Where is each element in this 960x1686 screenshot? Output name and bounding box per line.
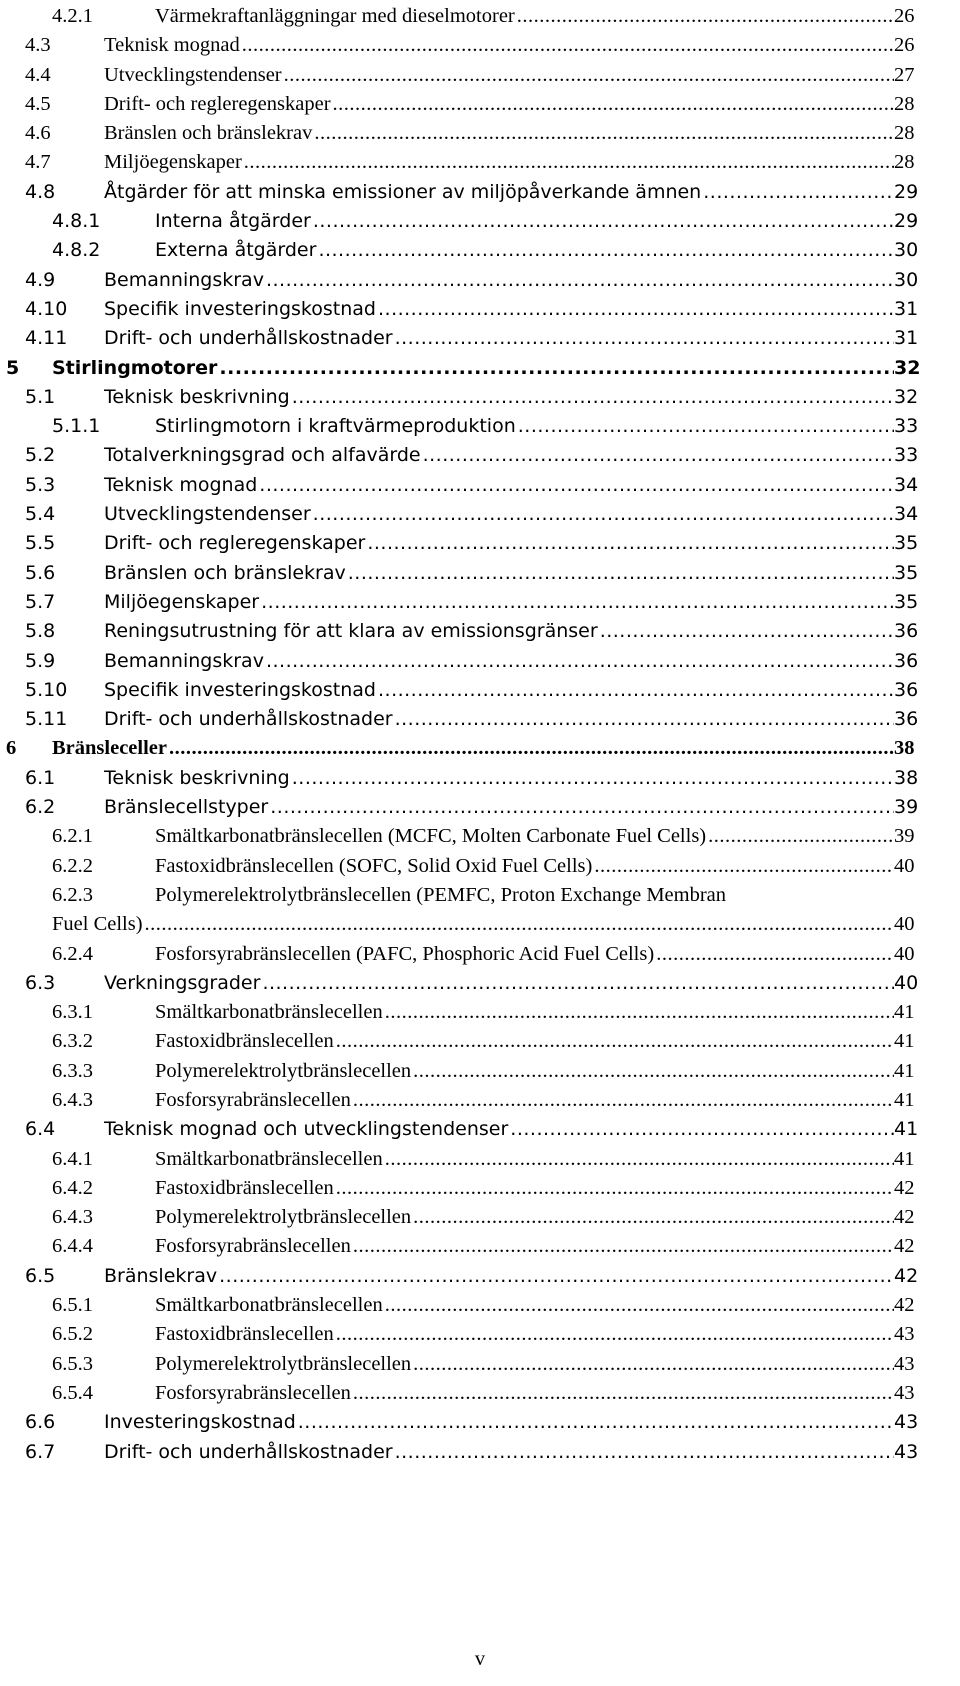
toc-entry-number: 6 xyxy=(6,737,17,760)
toc-dot-leader xyxy=(353,1232,894,1261)
toc-entry[interactable] xyxy=(0,383,960,412)
toc-entry[interactable] xyxy=(0,1320,960,1349)
toc-entry-title: Teknisk beskrivning xyxy=(104,385,290,408)
toc-entry-title-wrap xyxy=(104,441,894,470)
toc-entry-title: Bemanningskrav xyxy=(104,649,264,672)
toc-dot-leader xyxy=(353,1086,894,1115)
toc-entry-number: 4.8 xyxy=(25,180,56,203)
toc-entry-number: 6.2.4 xyxy=(52,942,93,965)
toc-entry-title: Bränslen och bränslekrav xyxy=(104,561,346,584)
toc-entry-page: 28 xyxy=(894,122,915,145)
toc-entry-number: 6.4.3 xyxy=(52,1206,93,1229)
toc-entry-title-wrap xyxy=(155,998,894,1027)
toc-entry-title-wrap xyxy=(155,1027,894,1056)
toc-entry[interactable] xyxy=(0,148,960,177)
toc-entry-title: Fastoxidbränslecellen (SOFC, Solid Oxid Fuel Cells) xyxy=(155,854,593,877)
toc-dot-leader xyxy=(594,852,894,881)
toc-dot-leader xyxy=(518,412,894,441)
toc-entry-title-wrap xyxy=(104,471,894,500)
toc-entry-title-wrap xyxy=(104,324,894,353)
toc-entry-page: 41 xyxy=(894,1059,915,1082)
toc-dot-leader xyxy=(413,1057,894,1086)
toc-entry-page: 30 xyxy=(894,268,919,291)
toc-entry-title-wrap xyxy=(104,969,894,998)
toc-dot-leader xyxy=(242,31,894,60)
toc-entry-page: 28 xyxy=(894,151,915,174)
toc-entry-number: 6.4 xyxy=(25,1118,56,1141)
toc-entry-title: Bränslen och bränslekrav xyxy=(104,122,313,145)
toc-entry[interactable] xyxy=(0,207,960,236)
toc-entry-title-wrap xyxy=(104,1408,894,1437)
toc-entry-page: 41 xyxy=(894,1088,915,1111)
toc-entry-title-wrap xyxy=(52,734,894,763)
toc-entry-number: 4.6 xyxy=(25,122,51,145)
toc-entry-title: Polymerelektrolytbränslecellen xyxy=(155,1206,412,1229)
toc-dot-leader xyxy=(284,61,894,90)
toc-entry-title: Fastoxidbränslecellen xyxy=(155,1323,334,1346)
toc-entry[interactable] xyxy=(0,1379,960,1408)
toc-entry-title: Fuel Cells) xyxy=(52,913,143,936)
toc-entry-page: 39 xyxy=(894,825,915,848)
toc-entry[interactable] xyxy=(0,236,960,265)
toc-dot-leader xyxy=(336,1320,894,1349)
toc-entry-title-wrap xyxy=(104,617,894,646)
toc-dot-leader xyxy=(367,529,894,558)
toc-entry-number: 6.3.2 xyxy=(52,1030,93,1053)
toc-entry[interactable] xyxy=(0,529,960,558)
toc-entry-page: 27 xyxy=(894,63,915,86)
toc-entry-page: 36 xyxy=(894,678,919,701)
toc-entry[interactable] xyxy=(0,119,960,148)
toc-entry-title-wrap xyxy=(155,881,894,910)
toc-entry-title-wrap xyxy=(104,793,894,822)
toc-entry[interactable] xyxy=(0,324,960,353)
toc-entry-title-wrap xyxy=(104,676,894,705)
toc-entry-page: 36 xyxy=(894,649,919,672)
toc-dot-leader xyxy=(395,705,894,734)
toc-entry-number: 6.4.4 xyxy=(52,1235,93,1258)
toc-entry[interactable] xyxy=(0,1057,960,1086)
toc-entry-page: 38 xyxy=(894,737,915,760)
toc-entry-title: Fosforsyrabränslecellen xyxy=(155,1088,351,1111)
toc-entry-title-wrap xyxy=(104,647,894,676)
toc-dot-leader xyxy=(656,940,894,969)
toc-entry-title-wrap xyxy=(104,90,894,119)
toc-entry-page: 33 xyxy=(894,415,919,438)
toc-dot-leader xyxy=(600,617,894,646)
toc-entry-page: 36 xyxy=(894,620,919,643)
toc-entry-page: 38 xyxy=(894,766,919,789)
toc-entry-title: Specifik investeringskostnad xyxy=(104,297,376,320)
toc-entry-title: Teknisk mognad xyxy=(104,34,240,57)
toc-entry-title-wrap xyxy=(52,354,894,383)
toc-entry[interactable] xyxy=(0,910,960,939)
toc-entry-page: 43 xyxy=(894,1352,915,1375)
toc-entry-title: Teknisk beskrivning xyxy=(104,766,290,789)
toc-entry-number: 4.4 xyxy=(25,63,51,86)
toc-entry[interactable] xyxy=(0,822,960,851)
toc-entry-title: Totalverkningsgrad och alfavärde xyxy=(104,444,421,467)
toc-entry-title: Polymerelektrolytbränslecellen xyxy=(155,1059,412,1082)
toc-entry-number: 5.1.1 xyxy=(52,415,101,438)
toc-entry-title-wrap xyxy=(155,940,894,969)
toc-entry[interactable] xyxy=(0,295,960,324)
toc-dot-leader xyxy=(703,178,894,207)
toc-entry-number: 5.11 xyxy=(25,708,68,731)
toc-entry-number: 6.4.2 xyxy=(52,1176,93,1199)
toc-entry[interactable] xyxy=(0,90,960,119)
toc-entry-page: 35 xyxy=(894,532,919,555)
toc-entry-title: Externa åtgärder xyxy=(155,239,317,262)
toc-entry-title: Miljöegenskaper xyxy=(104,151,242,174)
toc-entry-page: 32 xyxy=(894,385,919,408)
toc-entry-title-wrap xyxy=(155,1203,894,1232)
toc-entry-title: Drift- och underhållskostnader xyxy=(104,708,393,731)
toc-dot-leader xyxy=(336,1174,894,1203)
toc-entry-page: 40 xyxy=(894,913,915,936)
toc-entry-number: 4.10 xyxy=(25,297,68,320)
toc-entry[interactable] xyxy=(0,61,960,90)
toc-entry-number: 6.7 xyxy=(25,1440,56,1463)
toc-entry-number: 4.2.1 xyxy=(52,5,93,27)
toc-entry-page: 34 xyxy=(894,473,919,496)
toc-entry-title: Fastoxidbränslecellen xyxy=(155,1176,334,1199)
toc-dot-leader xyxy=(261,588,894,617)
toc-entry-page: 36 xyxy=(894,708,919,731)
toc-entry[interactable] xyxy=(0,881,960,910)
toc-dot-leader xyxy=(385,998,894,1027)
toc-entry-number: 5.4 xyxy=(25,503,56,526)
toc-entry[interactable] xyxy=(0,500,960,529)
toc-entry[interactable] xyxy=(0,354,960,383)
toc-entry[interactable] xyxy=(0,559,960,588)
toc-entry-title-wrap xyxy=(155,2,894,31)
toc-entry-number: 5.7 xyxy=(25,590,56,613)
toc-dot-leader xyxy=(510,1115,894,1144)
toc-dot-leader xyxy=(385,1291,894,1320)
toc-entry-number: 5.2 xyxy=(25,444,56,467)
toc-entry[interactable] xyxy=(0,969,960,998)
toc-entry[interactable] xyxy=(0,676,960,705)
toc-entry-page: 26 xyxy=(894,5,915,27)
toc-entry[interactable] xyxy=(0,1291,960,1320)
toc-dot-leader xyxy=(333,90,894,119)
toc-entry-title-wrap xyxy=(104,1115,894,1144)
toc-entry-page: 35 xyxy=(894,590,919,613)
toc-entry-page: 28 xyxy=(894,92,915,115)
toc-entry-number: 5.1 xyxy=(25,385,56,408)
toc-entry-number: 5 xyxy=(6,356,20,379)
toc-entry[interactable] xyxy=(0,998,960,1027)
toc-entry-title-wrap xyxy=(155,1145,894,1174)
toc-entry-title-wrap xyxy=(104,295,894,324)
toc-entry-page: 41 xyxy=(894,1030,915,1053)
toc-entry-number: 5.9 xyxy=(25,649,56,672)
toc-entry-title: Åtgärder för att minska emissioner av miljöpåverkande ämnen xyxy=(104,180,702,203)
toc-entry[interactable] xyxy=(0,266,960,295)
toc-entry[interactable] xyxy=(0,1262,960,1291)
toc-entry-title: Smältkarbonatbränslecellen (MCFC, Molten Carbonate Fuel Cells) xyxy=(155,825,707,848)
toc-entry-page: 34 xyxy=(894,503,919,526)
toc-dot-leader xyxy=(336,1027,894,1056)
toc-dot-leader xyxy=(292,764,894,793)
toc-entry-title-wrap xyxy=(104,1262,894,1291)
toc-entry-page: 42 xyxy=(894,1294,915,1317)
toc-dot-leader xyxy=(353,1379,894,1408)
toc-entry[interactable] xyxy=(0,1145,960,1174)
toc-entry-number: 5.6 xyxy=(25,561,56,584)
toc-entry-title: Reningsutrustning för att klara av emissionsgränser xyxy=(104,620,598,643)
toc-dot-leader xyxy=(378,676,894,705)
toc-entry-page: 42 xyxy=(894,1264,919,1287)
toc-entry-title-wrap xyxy=(104,588,894,617)
page-number: v xyxy=(474,1648,486,1670)
toc-entry-page: 40 xyxy=(894,971,919,994)
toc-entry-title-wrap xyxy=(104,31,894,60)
toc-dot-leader xyxy=(423,441,894,470)
toc-entry-page: 43 xyxy=(894,1323,915,1346)
toc-entry-title-wrap xyxy=(155,822,894,851)
toc-entry[interactable] xyxy=(0,852,960,881)
toc-entry-title: Teknisk mognad och utvecklingstendenser xyxy=(104,1118,509,1141)
toc-entry-title: Smältkarbonatbränslecellen xyxy=(155,1001,383,1024)
toc-entry[interactable] xyxy=(0,1115,960,1144)
toc-entry-title: Fosforsyrabränslecellen (PAFC, Phosphoric Acid Fuel Cells) xyxy=(155,942,655,965)
toc-entry-number: 6.5.4 xyxy=(52,1381,93,1404)
toc-entry-title: Polymerelektrolytbränslecellen xyxy=(155,1352,412,1375)
toc-entry[interactable] xyxy=(0,1232,960,1261)
toc-entry-title: Utvecklingstendenser xyxy=(104,503,311,526)
toc-entry-number: 5.10 xyxy=(25,678,68,701)
toc-entry[interactable] xyxy=(0,1438,960,1467)
toc-dot-leader xyxy=(259,471,894,500)
toc-dot-leader xyxy=(219,354,894,383)
toc-entry-page: 32 xyxy=(894,356,921,379)
toc-entry-title: Fastoxidbränslecellen xyxy=(155,1030,334,1053)
toc-entry-page: 41 xyxy=(894,1147,915,1170)
toc-entry-page: 33 xyxy=(894,444,919,467)
toc-entry-number: 6.2 xyxy=(25,796,56,819)
toc-dot-leader xyxy=(318,236,894,265)
toc-dot-leader xyxy=(378,295,894,324)
toc-entry-number: 6.5.2 xyxy=(52,1323,93,1346)
toc-entry-title-wrap xyxy=(155,1057,894,1086)
toc-entry-title: Investeringskostnad xyxy=(104,1411,296,1434)
toc-entry-number: 4.7 xyxy=(25,151,51,174)
toc-dot-leader xyxy=(313,207,894,236)
toc-entry-number: 5.8 xyxy=(25,620,56,643)
toc-entry-title: Smältkarbonatbränslecellen xyxy=(155,1147,383,1170)
toc-entry-page: 31 xyxy=(894,297,919,320)
toc-entry[interactable] xyxy=(0,441,960,470)
toc-entry-title-wrap xyxy=(52,910,894,939)
toc-entry-page: 26 xyxy=(894,34,915,57)
toc-entry-title-wrap xyxy=(104,500,894,529)
toc-entry-title: Bränslekrav xyxy=(104,1264,218,1287)
toc-entry[interactable] xyxy=(0,1086,960,1115)
toc-entry-page: 31 xyxy=(894,327,919,350)
toc-entry[interactable] xyxy=(0,412,960,441)
toc-entry-title-wrap xyxy=(155,1320,894,1349)
toc-entry-title-wrap xyxy=(155,412,894,441)
toc-entry-page: 43 xyxy=(894,1440,919,1463)
toc-entry-title-wrap xyxy=(104,559,894,588)
toc-entry[interactable] xyxy=(0,1350,960,1379)
toc-dot-leader xyxy=(262,969,894,998)
toc-dot-leader xyxy=(244,148,894,177)
toc-entry-number: 6.5.1 xyxy=(52,1294,93,1317)
toc-entry-number: 4.3 xyxy=(25,34,51,57)
toc-entry-page: 42 xyxy=(894,1176,915,1199)
table-of-contents xyxy=(0,2,960,1467)
toc-entry[interactable] xyxy=(0,647,960,676)
toc-entry-number: 5.5 xyxy=(25,532,56,555)
toc-entry-number: 6.1 xyxy=(25,766,56,789)
toc-dot-leader xyxy=(314,119,894,148)
toc-entry-title: Drift- och regleregenskaper xyxy=(104,532,366,555)
toc-entry-title-wrap xyxy=(155,1174,894,1203)
toc-entry-page: 30 xyxy=(894,239,919,262)
toc-entry-title-wrap xyxy=(155,207,894,236)
toc-entry[interactable] xyxy=(0,588,960,617)
toc-entry[interactable] xyxy=(0,617,960,646)
toc-entry[interactable] xyxy=(0,705,960,734)
toc-entry-title: Stirlingmotorer xyxy=(52,356,218,379)
toc-entry-title-wrap xyxy=(155,1232,894,1261)
toc-entry-title: Drift- och regleregenskaper xyxy=(104,92,331,115)
toc-dot-leader xyxy=(266,266,894,295)
toc-entry[interactable] xyxy=(0,471,960,500)
toc-entry[interactable] xyxy=(0,2,960,31)
toc-entry[interactable] xyxy=(0,793,960,822)
toc-dot-leader xyxy=(413,1203,894,1232)
toc-dot-leader xyxy=(395,324,894,353)
toc-entry-number: 5.3 xyxy=(25,473,56,496)
toc-entry-number: 4.11 xyxy=(25,327,68,350)
toc-entry-title: Teknisk mognad xyxy=(104,473,258,496)
toc-entry-number: 6.2.2 xyxy=(52,854,93,877)
toc-entry-title: Utvecklingstendenser xyxy=(104,63,282,86)
toc-entry-title: Bränslecellstyper xyxy=(104,796,269,819)
toc-entry-title-wrap xyxy=(155,1086,894,1115)
toc-entry-number: 6.5 xyxy=(25,1264,56,1287)
toc-entry-title: Miljöegenskaper xyxy=(104,590,260,613)
toc-entry[interactable] xyxy=(0,31,960,60)
toc-entry-title-wrap xyxy=(104,383,894,412)
toc-entry-title: Drift- och underhållskostnader xyxy=(104,327,393,350)
toc-entry-number: 6.6 xyxy=(25,1411,56,1434)
toc-entry-title-wrap xyxy=(104,1438,894,1467)
toc-entry-title: Specifik investeringskostnad xyxy=(104,678,376,701)
toc-dot-leader xyxy=(385,1145,894,1174)
toc-entry-number: 6.3 xyxy=(25,971,56,994)
toc-entry-number: 6.3.1 xyxy=(52,1001,93,1024)
toc-entry-title-wrap xyxy=(104,266,894,295)
toc-entry-title-wrap xyxy=(155,1350,894,1379)
toc-entry[interactable] xyxy=(0,178,960,207)
toc-dot-leader xyxy=(348,559,894,588)
toc-entry-page: 29 xyxy=(894,180,919,203)
toc-entry-title-wrap xyxy=(104,178,894,207)
toc-entry-page: 41 xyxy=(894,1118,919,1141)
toc-entry-page: 39 xyxy=(894,796,919,819)
toc-entry-number: 6.4.3 xyxy=(52,1088,93,1111)
toc-entry[interactable] xyxy=(0,1203,960,1232)
toc-dot-leader xyxy=(169,734,894,763)
toc-entry-page: 29 xyxy=(894,210,919,233)
toc-entry[interactable] xyxy=(0,1174,960,1203)
toc-entry-page: 43 xyxy=(894,1381,915,1404)
toc-dot-leader xyxy=(313,500,894,529)
toc-entry-title-wrap xyxy=(155,1291,894,1320)
toc-dot-leader xyxy=(298,1408,894,1437)
toc-entry-title-wrap xyxy=(104,764,894,793)
toc-dot-leader xyxy=(395,1438,894,1467)
toc-entry-number: 4.8.1 xyxy=(52,210,101,233)
toc-entry-page: 42 xyxy=(894,1235,915,1258)
toc-entry-title-wrap xyxy=(155,236,894,265)
toc-entry-title: Drift- och underhållskostnader xyxy=(104,1440,393,1463)
toc-entry-page: 40 xyxy=(894,942,915,965)
toc-entry[interactable] xyxy=(0,734,960,763)
toc-entry[interactable] xyxy=(0,940,960,969)
toc-entry-title-wrap xyxy=(155,852,894,881)
toc-entry-page: 43 xyxy=(894,1411,919,1434)
toc-entry-page: 42 xyxy=(894,1206,915,1229)
toc-entry-number: 6.4.1 xyxy=(52,1147,93,1170)
toc-dot-leader xyxy=(270,793,894,822)
toc-entry-title: Polymerelektrolytbränslecellen (PEMFC, Proton Exchange Membran xyxy=(155,883,727,906)
toc-entry-number: 4.9 xyxy=(25,268,56,291)
toc-entry-title: Interna åtgärder xyxy=(155,210,311,233)
toc-entry[interactable] xyxy=(0,764,960,793)
toc-dot-leader xyxy=(266,647,894,676)
toc-dot-leader xyxy=(413,1350,894,1379)
toc-entry-title: Verkningsgrader xyxy=(104,971,261,994)
toc-entry-page: 41 xyxy=(894,1001,915,1024)
toc-entry-page: 35 xyxy=(894,561,919,584)
toc-entry-title-wrap xyxy=(104,705,894,734)
toc-entry-title-wrap xyxy=(104,119,894,148)
toc-entry-title: Stirlingmotorn i kraftvärmeproduktion xyxy=(155,415,516,438)
toc-entry[interactable] xyxy=(0,1408,960,1437)
toc-entry-number: 6.3.3 xyxy=(52,1059,93,1082)
toc-entry[interactable] xyxy=(0,1027,960,1056)
toc-entry-number: 6.2.1 xyxy=(52,825,93,848)
toc-entry-number: 6.2.3 xyxy=(52,883,93,906)
toc-entry-title-wrap xyxy=(155,1379,894,1408)
toc-dot-leader xyxy=(145,910,894,939)
toc-entry-title-wrap xyxy=(104,529,894,558)
toc-entry-title: Värmekraftanläggningar med dieselmotorer xyxy=(155,5,515,27)
toc-entry-page: 40 xyxy=(894,854,915,877)
toc-entry-number: 4.8.2 xyxy=(52,239,101,262)
toc-dot-leader xyxy=(708,822,894,851)
toc-dot-leader xyxy=(292,383,894,412)
toc-entry-title: Bemanningskrav xyxy=(104,268,264,291)
toc-entry-number: 6.5.3 xyxy=(52,1352,93,1375)
toc-dot-leader xyxy=(517,2,894,31)
toc-entry-number: 4.5 xyxy=(25,92,51,115)
toc-entry-title-wrap xyxy=(104,148,894,177)
toc-entry-title: Bränsleceller xyxy=(52,737,167,760)
toc-entry-title-wrap xyxy=(104,61,894,90)
toc-entry-title: Fosforsyrabränslecellen xyxy=(155,1381,351,1404)
toc-entry-title: Fosforsyrabränslecellen xyxy=(155,1235,351,1258)
toc-entry-title: Smältkarbonatbränslecellen xyxy=(155,1294,383,1317)
toc-dot-leader xyxy=(219,1262,894,1291)
